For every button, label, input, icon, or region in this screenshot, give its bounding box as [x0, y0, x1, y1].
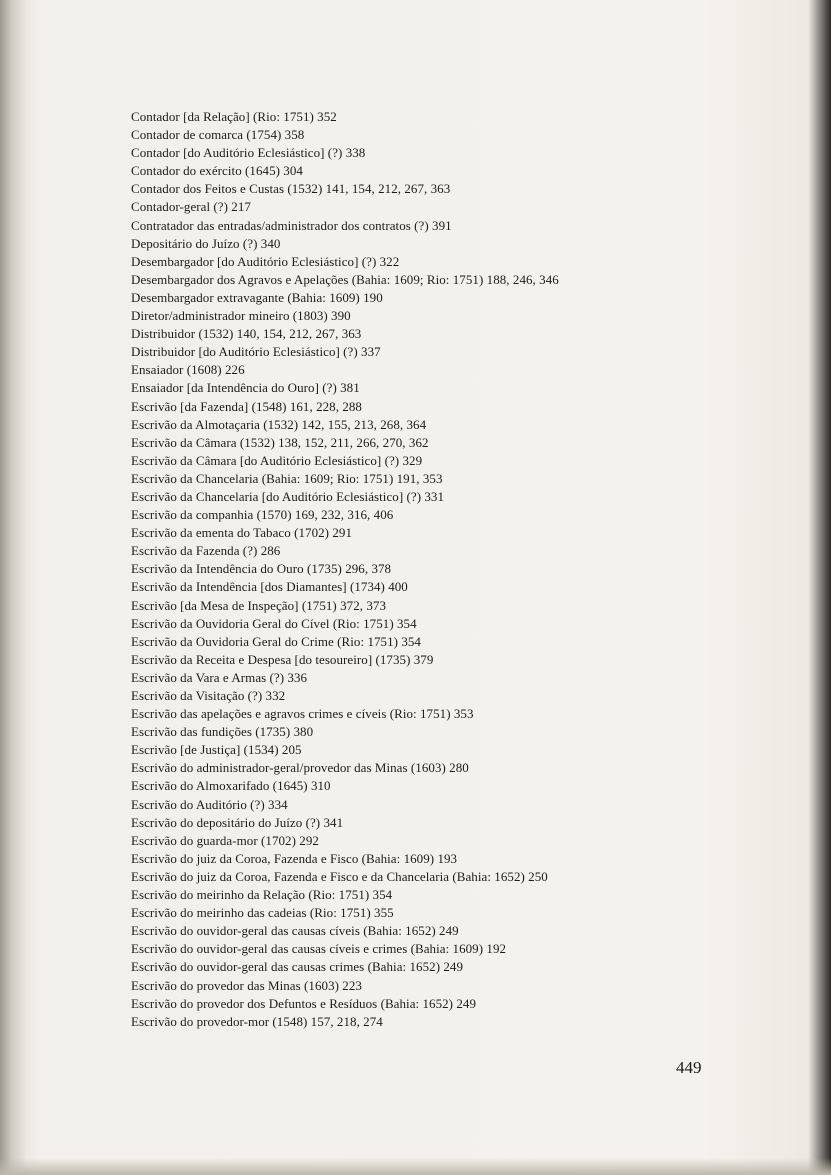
- index-entry: Escrivão do provedor das Minas (1603) 223: [131, 977, 362, 993]
- page-number: 449: [676, 1058, 702, 1077]
- index-entry: Escrivão do Almoxarifado (1645) 310: [131, 778, 331, 794]
- index-entry: Distribuidor (1532) 140, 154, 212, 267, 363: [131, 326, 362, 342]
- page-bottom-edge: [0, 1158, 831, 1175]
- index-entry: Contador [da Relação] (Rio: 1751) 352: [131, 109, 337, 124]
- index-entry: Escrivão das fundições (1735) 380: [131, 724, 314, 740]
- index-entry: Escrivão da Chancelaria [do Auditório Eclesiástico] (?) 331: [131, 488, 445, 504]
- index-entry: Escrivão da Ouvidoria Geral do Cível (Rio: 1751) 354: [131, 615, 417, 631]
- index-entry: Escrivão [da Fazenda] (1548) 161, 228, 288: [131, 398, 362, 414]
- index-entry: Ensaiador (1608) 226: [131, 362, 245, 378]
- index-entry: Escrivão [de Justiça] (1534) 205: [131, 742, 302, 758]
- index-entry: Escrivão da Intendência [dos Diamantes] (1734) 400: [131, 579, 408, 595]
- index-entry: Escrivão do juiz da Coroa, Fazenda e Fisco e da Chancelaria (Bahia: 1652) 250: [131, 868, 548, 884]
- index-entry: Escrivão da Receita e Despesa [do tesoureiro] (1735) 379: [131, 651, 434, 667]
- index-entry: Contador do exército (1645) 304: [131, 163, 303, 179]
- index-entry: Escrivão da Intendência do Ouro (1735) 296, 378: [131, 561, 392, 577]
- index-entry: Contador-geral (?) 217: [131, 199, 251, 215]
- index-entry: Escrivão [da Mesa de Inspeção] (1751) 372, 373: [131, 597, 386, 613]
- index-entry: Contador de comarca (1754) 358: [131, 127, 305, 143]
- index-entry: Escrivão da companhia (1570) 169, 232, 316, 406: [131, 507, 394, 523]
- index-entry: Escrivão da Câmara [do Auditório Eclesiástico] (?) 329: [131, 452, 423, 468]
- index-entry: Desembargador [do Auditório Eclesiástico] (?) 322: [131, 253, 400, 269]
- binding-shadow: [0, 0, 26, 1175]
- index-entry: Ensaiador [da Intendência do Ouro] (?) 381: [131, 380, 360, 396]
- page-right-edge: [808, 0, 831, 1175]
- index-entry: Escrivão do ouvidor-geral das causas cíveis e crimes (Bahia: 1609) 192: [131, 941, 507, 957]
- index-entry: Contador [do Auditório Eclesiástico] (?) 338: [131, 145, 366, 161]
- index-entry: Escrivão do meirinho da Relação (Rio: 1751) 354: [131, 887, 393, 903]
- index-entry: Escrivão do meirinho das cadeias (Rio: 1751) 355: [131, 905, 394, 921]
- index-entry: Escrivão da Fazenda (?) 286: [131, 543, 281, 559]
- index-entry: Desembargador extravagante (Bahia: 1609) 190: [131, 289, 383, 305]
- index-entry: Escrivão da Vara e Armas (?) 336: [131, 669, 308, 685]
- index-entry: Escrivão do administrador-geral/provedor das Minas (1603) 280: [131, 760, 469, 776]
- index-entry: Diretor/administrador mineiro (1803) 390: [131, 308, 351, 324]
- index-entry: Desembargador dos Agravos e Apelações (Bahia: 1609; Rio: 1751) 188, 246, 346: [131, 271, 559, 287]
- index-entry: Escrivão do ouvidor-geral das causas crimes (Bahia: 1652) 249: [131, 959, 464, 975]
- index-entry: Escrivão da ementa do Tabaco (1702) 291: [131, 525, 353, 541]
- index-entry: Escrivão do Auditório (?) 334: [131, 796, 288, 812]
- index-entry: Escrivão da Ouvidoria Geral do Crime (Rio: 1751) 354: [131, 633, 421, 649]
- index-entry-list: [131, 108, 741, 1031]
- index-entry: Escrivão do guarda-mor (1702) 292: [131, 832, 319, 848]
- index-entry: Escrivão do depositário do Juízo (?) 341: [131, 814, 344, 830]
- index-entry: Contador dos Feitos e Custas (1532) 141, 154, 212, 267, 363: [131, 181, 451, 197]
- index-entry: Escrivão do ouvidor-geral das causas cíveis (Bahia: 1652) 249: [131, 923, 459, 939]
- index-entry: Depositário do Juízo (?) 340: [131, 235, 281, 251]
- index-entry: Escrivão da Visitação (?) 332: [131, 688, 286, 703]
- index-entry: Escrivão do juiz da Coroa, Fazenda e Fisco (Bahia: 1609) 193: [131, 850, 458, 866]
- index-entry: Distribuidor [do Auditório Eclesiástico] (?) 337: [131, 344, 381, 360]
- index-entry: Escrivão do provedor-mor (1548) 157, 218, 274: [131, 1013, 383, 1029]
- index-entry: Escrivão do provedor dos Defuntos e Resíduos (Bahia: 1652) 249: [131, 995, 477, 1011]
- index-entry: Escrivão da Chancelaria (Bahia: 1609; Rio: 1751) 191, 353: [131, 470, 443, 486]
- index-entry: Escrivão da Câmara (1532) 138, 152, 211, 266, 270, 362: [131, 434, 429, 450]
- index-entry: Escrivão da Almotaçaria (1532) 142, 155, 213, 268, 364: [131, 416, 427, 432]
- index-entry: Contratador das entradas/administrador dos contratos (?) 391: [131, 217, 452, 233]
- index-entry: Escrivão das apelações e agravos crimes e cíveis (Rio: 1751) 353: [131, 706, 474, 722]
